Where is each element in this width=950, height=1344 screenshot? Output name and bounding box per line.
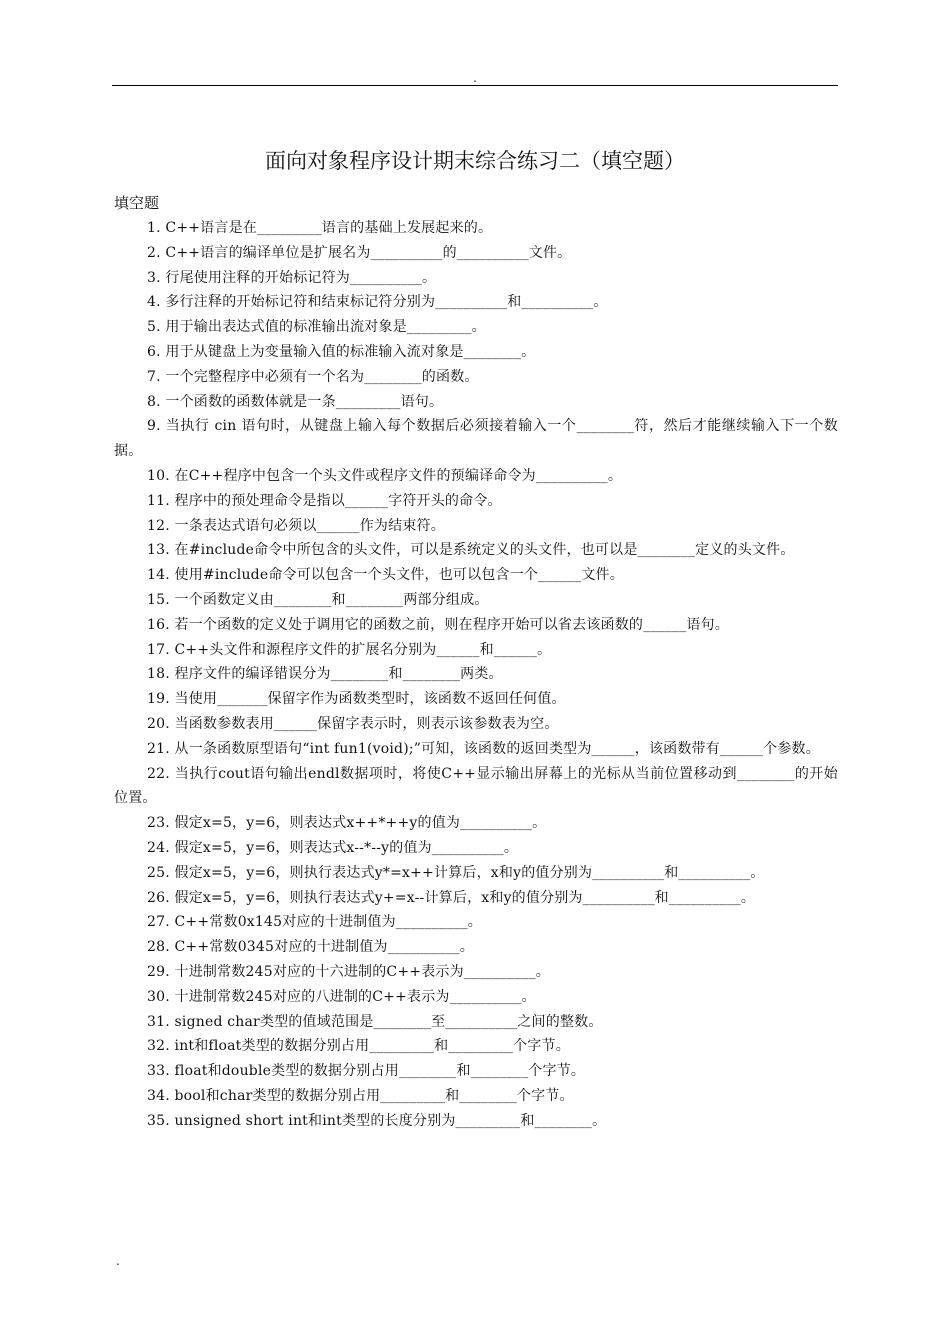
question-item: 23. 假定x=5，y=6，则表达式x++*++y的值为__________。: [147, 815, 547, 832]
question-item: 21. 从一条函数原型语句“int fun1(void);”可知，该函数的返回类型为______，该函数带有______个参数。: [147, 740, 820, 757]
question-item: 33. float和double类型的数据分别占用________和________个字节。: [147, 1063, 586, 1080]
question-item: 16. 若一个函数的定义处于调用它的函数之前，则在程序开始可以省去该函数的______语句。: [147, 616, 729, 633]
question-item: 35. unsigned short int和int类型的长度分别为_________和________。: [147, 1112, 607, 1129]
question-item: 26. 假定x=5，y=6，则执行表达式y+=x--计算后，x和y的值分别为__________和__________。: [147, 889, 756, 906]
question-item: 14. 使用#include命令可以包含一个头文件，也可以包含一个______文件。: [147, 567, 624, 584]
question-item: 12. 一条表达式语句必须以______作为结束符。: [147, 517, 445, 534]
question-item: 20. 当函数参数表用______保留字表示时，则表示该参数表为空。: [147, 715, 559, 732]
question-item: 34. bool和char类型的数据分别占用_________和________个字节。: [147, 1087, 574, 1104]
header-mark: .: [473, 71, 477, 85]
question-item: 24. 假定x=5，y=6，则表达式x--*--y的值为__________。: [147, 839, 519, 856]
question-item: 17. C++头文件和源程序文件的扩展名分别为______和______。: [147, 641, 552, 658]
question-item: 7. 一个完整程序中必须有一个名为________的函数。: [147, 368, 479, 385]
question-item: 3. 行尾使用注释的开始标记符为__________。: [147, 269, 437, 286]
question-item: 29. 十进制常数245对应的十六进制的C++表示为__________。: [147, 963, 551, 980]
question-item: 6. 用于从键盘上为变量输入值的标准输入流对象是________。: [147, 343, 536, 360]
question-item: 25. 假定x=5，y=6，则执行表达式y*=x++计算后，x和y的值分别为__________和__________。: [147, 864, 765, 881]
question-item: 13. 在#include命令中所包含的头文件，可以是系统定义的头文件，也可以是________定义的头文件。: [147, 542, 795, 559]
question-item: 4. 多行注释的开始标记符和结束标记符分别为__________和__________。: [147, 294, 608, 311]
question-list: [114, 216, 838, 1133]
question-item: 9. 当执行 cin 语句时，从键盘上输入每个数据后必须接着输入一个________符，然后才能继续输入下一个数据。: [114, 418, 838, 460]
question-item: 31. signed char类型的值域范围是________至__________之间的整数。: [147, 1013, 603, 1030]
question-item: 28. C++常数0345对应的十进制值为__________。: [147, 939, 474, 956]
question-item: 5. 用于输出表达式值的标准输出流对象是_________。: [147, 319, 486, 336]
question-item: 2. C++语言的编译单位是扩展名为__________的__________文件。: [147, 244, 572, 261]
question-item: 22. 当执行cout语句输出endl数据项时，将使C++显示输出屏幕上的光标从当前位置移动到________的开始位置。: [114, 765, 838, 807]
page-title: 面向对象程序设计期末综合练习二（填空题）: [265, 149, 685, 173]
question-item: 18. 程序文件的编译错误分为________和________两类。: [147, 666, 503, 683]
question-item: 10. 在C++程序中包含一个头文件或程序文件的预编译命令为__________。: [147, 467, 623, 484]
footer-mark: .: [116, 1254, 120, 1268]
question-item: 15. 一个函数定义由________和________两部分组成。: [147, 591, 489, 608]
question-item: 1. C++语言是在_________语言的基础上发展起来的。: [147, 220, 493, 236]
question-item: 30. 十进制常数245对应的八进制的C++表示为__________。: [147, 988, 536, 1005]
question-item: 11. 程序中的预处理命令是指以______字符开头的命令。: [147, 492, 502, 509]
question-item: 19. 当使用_______保留字作为函数类型时，该函数不返回任何值。: [147, 691, 566, 708]
question-item: 8. 一个函数的函数体就是一条_________语句。: [147, 393, 444, 410]
question-item: 27. C++常数0x145对应的十进制值为__________。: [147, 914, 483, 931]
header-rule: [112, 85, 838, 86]
section-heading: 填空题: [114, 194, 160, 212]
question-item: 32. int和float类型的数据分别占用_________和_________个字节。: [147, 1038, 570, 1055]
